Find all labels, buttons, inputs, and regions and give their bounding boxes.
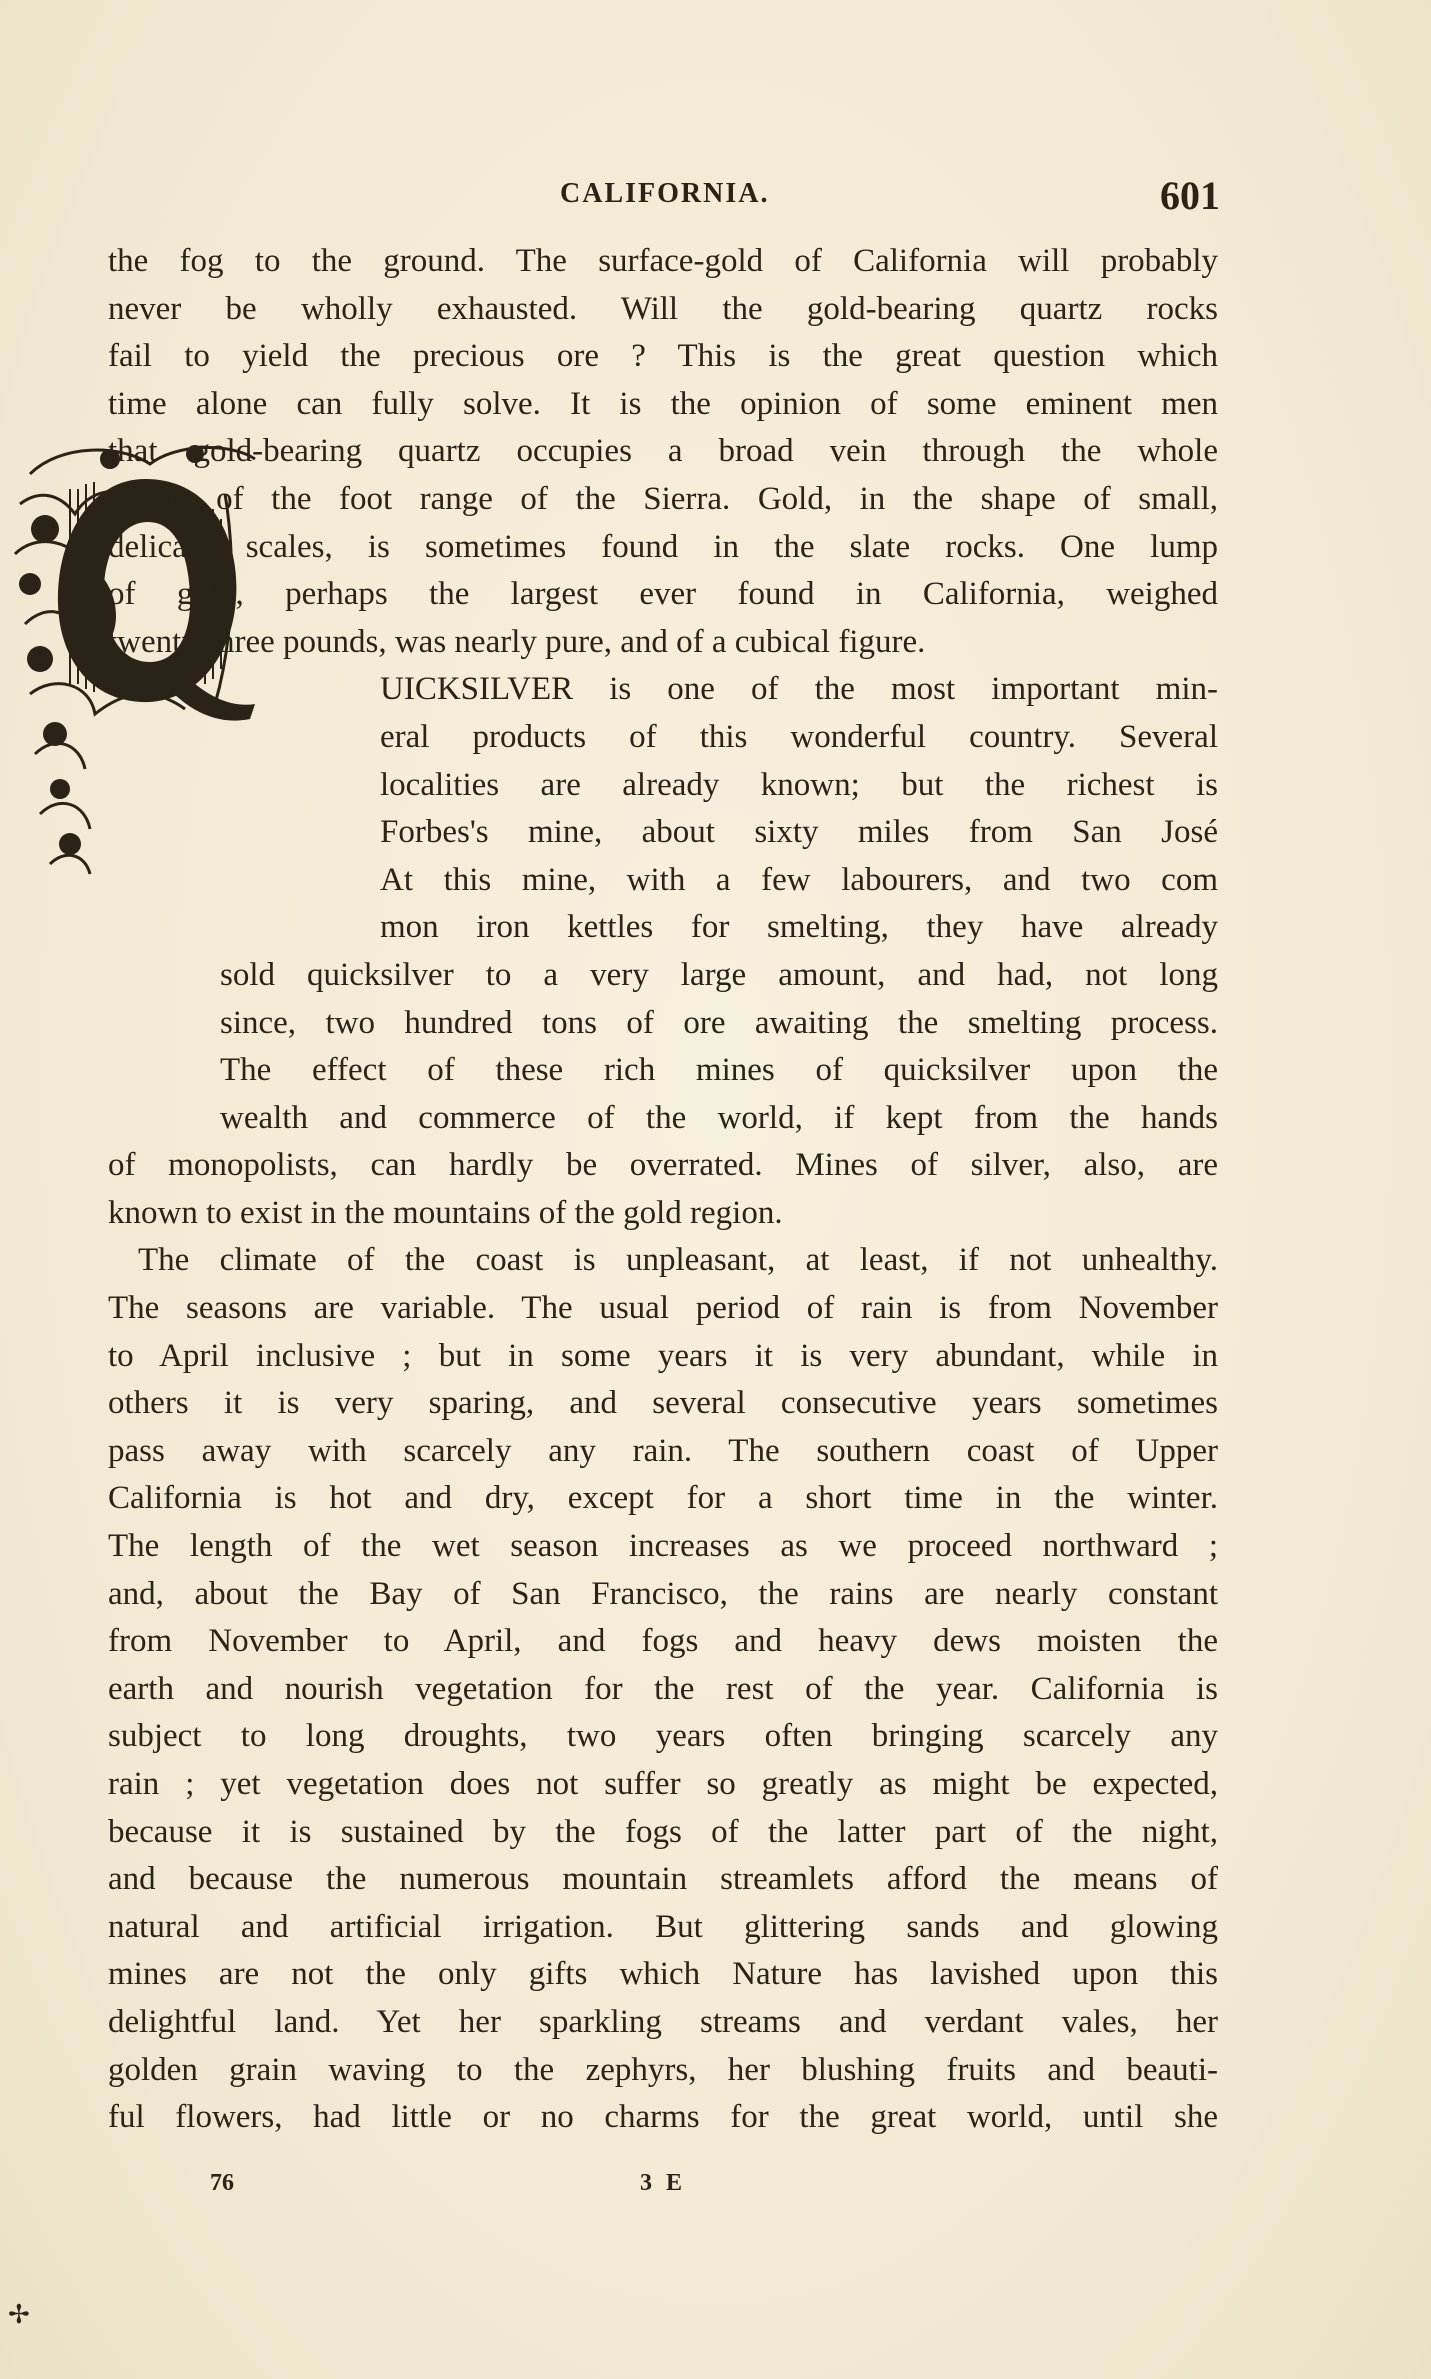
- page-number: 601: [1160, 173, 1220, 218]
- text-line: The effect of these rich mines of quicksilver upon the: [220, 1052, 1218, 1089]
- signature-footer: [100, 2170, 900, 2210]
- signature-left: 76: [210, 2170, 234, 2196]
- text-line: of monopolists, can hardly be overrated. Mines of silver, also, are: [108, 1147, 1218, 1184]
- body-text: [108, 238, 1218, 2142]
- text-line: known to exist in the mountains of the gold region.: [108, 1194, 783, 1231]
- text-line: to April inclusive ; but in some years it is very abundant, while in: [108, 1337, 1218, 1374]
- text-line: natural and artificial irrigation. But glittering sands and glowing: [108, 1908, 1218, 1945]
- text-line: rain ; yet vegetation does not suffer so greatly as might be expected,: [108, 1766, 1218, 1802]
- text-line: never be wholly exhausted. Will the gold-bearing quartz rocks: [108, 290, 1218, 327]
- text-line: The climate of the coast is unpleasant, at least, if not unhealthy.: [138, 1242, 1218, 1279]
- text-line: twenty-three pounds, was nearly pure, and of a cubical figure.: [108, 623, 926, 660]
- text-line: sold quicksilver to a very large amount, and had, not long: [220, 956, 1218, 993]
- text-line: At this mine, with a few labourers, and two com: [380, 861, 1218, 898]
- text-line: wealth and commerce of the world, if kept from the hands: [220, 1099, 1218, 1136]
- text-line: UICKSILVER is one of the most important min-: [380, 671, 1218, 708]
- signature-mark: 3 E: [640, 2170, 687, 2196]
- running-title: CALIFORNIA.: [560, 178, 770, 209]
- text-line: mines are not the only gifts which Nature has lavished upon this: [108, 1956, 1218, 1993]
- text-line: eral products of this wonderful country. Several: [380, 718, 1218, 755]
- text-line: delightful land. Yet her sparkling streams and verdant vales, her: [108, 2003, 1218, 2040]
- text-line: California is hot and dry, except for a short time in the winter.: [108, 1480, 1218, 1517]
- text-line: Forbes's mine, about sixty miles from San José: [380, 814, 1218, 851]
- text-line: others it is very sparing, and several consecutive years sometimes: [108, 1385, 1218, 1422]
- text-line: the fog to the ground. The surface-gold of California will probably: [108, 243, 1218, 279]
- text-line: because it is sustained by the fogs of the latter part of the night,: [108, 1813, 1218, 1850]
- text-line: golden grain waving to the zephyrs, her blushing fruits and beauti-: [108, 2051, 1218, 2088]
- text-line: earth and nourish vegetation for the rest of the year. California is: [108, 1670, 1218, 1707]
- text-line: extent of the foot range of the Sierra. Gold, in the shape of small,: [108, 480, 1218, 517]
- text-line: fail to yield the precious ore ? This is the great question which: [108, 338, 1218, 375]
- ink-speck-icon: ✢: [8, 2300, 30, 2329]
- text-line: that gold-bearing quartz occupies a broad vein through the whole: [108, 433, 1218, 470]
- text-line: ful flowers, had little or no charms for the great world, until she: [108, 2099, 1218, 2136]
- text-line: pass away with scarcely any rain. The southern coast of Upper: [108, 1432, 1218, 1469]
- text-line: The seasons are variable. The usual period of rain is from November: [108, 1290, 1218, 1327]
- text-line: of gold, perhaps the largest ever found in California, weighed: [108, 576, 1218, 613]
- text-line: subject to long droughts, two years often bringing scarcely any: [108, 1718, 1218, 1755]
- running-head: [100, 172, 1220, 222]
- text-line: time alone can fully solve. It is the opinion of some eminent men: [108, 385, 1218, 422]
- text-line: and because the numerous mountain streamlets afford the means of: [108, 1861, 1218, 1898]
- text-line: since, two hundred tons of ore awaiting the smelting process.: [220, 1004, 1218, 1041]
- text-line: from November to April, and fogs and heavy dews moisten the: [108, 1623, 1218, 1660]
- text-line: delicate scales, is sometimes found in the slate rocks. One lump: [108, 528, 1218, 565]
- text-line: The length of the wet season increases as we proceed northward ;: [108, 1528, 1218, 1565]
- text-line: and, about the Bay of San Francisco, the rains are nearly constant: [108, 1575, 1218, 1612]
- text-line: localities are already known; but the richest is: [380, 766, 1218, 803]
- text-line: mon iron kettles for smelting, they have already: [380, 909, 1218, 946]
